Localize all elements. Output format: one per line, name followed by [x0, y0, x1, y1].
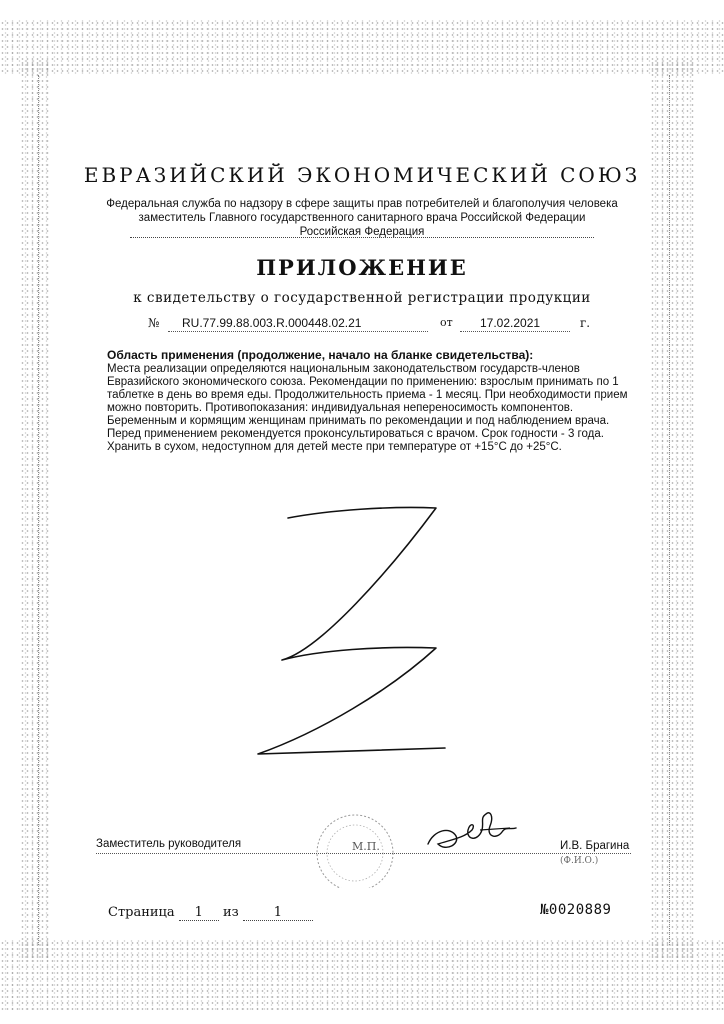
reg-number-rule — [168, 331, 428, 332]
z-strikethrough-mark — [240, 500, 460, 770]
reg-from-label: от — [440, 316, 453, 329]
reg-no-label: № — [148, 316, 160, 330]
scan-noise-bottom — [0, 940, 724, 1010]
scope-line: Беременным и кормящим женщинам принимать по рекомендации и под наблюдением врача. — [107, 415, 610, 427]
appendix-title: ПРИЛОЖЕНИЕ — [256, 255, 468, 280]
scope-line: Места реализации определяются национальным законодательством государств-членов — [107, 363, 580, 375]
org-line-1: Федеральная служба по надзору в сфере защиты прав потребителей и благополучия человека — [106, 198, 618, 210]
org-divider — [130, 237, 594, 238]
stamp-place-label: М.П. — [352, 840, 380, 853]
registration-date: 17.02.2021 — [480, 316, 541, 330]
page-of-label: из — [222, 905, 239, 920]
scan-noise-top — [0, 20, 724, 75]
scope-heading: Область применения (продолжение, начало на бланке свидетельства): — [107, 348, 534, 362]
appendix-subtitle: к свидетельству о государственной регистрации продукции — [133, 290, 591, 306]
name-caption: (Ф.И.О.) — [560, 856, 599, 866]
scope-line: Перед применением рекомендуется проконсультироваться с врачом. Срок годности - 3 года. — [107, 428, 604, 440]
scope-line: таблетке в день во время еды. Продолжительность приема - 1 месяц. При необходимости прием — [107, 389, 628, 401]
page-total: 1 — [243, 905, 313, 921]
page-counter — [108, 905, 313, 921]
handwritten-signature — [420, 800, 530, 860]
org-line-2: заместитель Главного государственного санитарного врача Российской Федерации — [138, 212, 586, 224]
page-number: 1 — [179, 905, 219, 921]
registration-number: RU.77.99.88.003.R.000448.02.21 — [182, 316, 362, 330]
signer-role: Заместитель руководителя — [96, 838, 242, 850]
page-label: Страница — [108, 905, 175, 920]
reg-year-suffix: г. — [580, 316, 591, 330]
form-serial-number: №0020889 — [540, 902, 612, 918]
union-title: ЕВРАЗИЙСКИЙ ЭКОНОМИЧЕСКИЙ СОЮЗ — [83, 163, 641, 187]
scope-line: Хранить в сухом, недоступном для детей месте при температуре от +15°C до +25°C. — [107, 441, 562, 453]
scope-text — [107, 363, 647, 454]
signature-rule — [96, 853, 631, 854]
org-line-3: Российская Федерация — [299, 226, 425, 238]
reg-date-rule — [460, 331, 570, 332]
signer-name: И.В. Брагина — [560, 840, 630, 852]
scope-line: можно повторить. Противопоказания: индивидуальная непереносимость компонентов. — [107, 402, 574, 414]
scope-line: Евразийского экономического союза. Рекомендации по применению: взрослым принимать по 1 — [107, 376, 619, 388]
